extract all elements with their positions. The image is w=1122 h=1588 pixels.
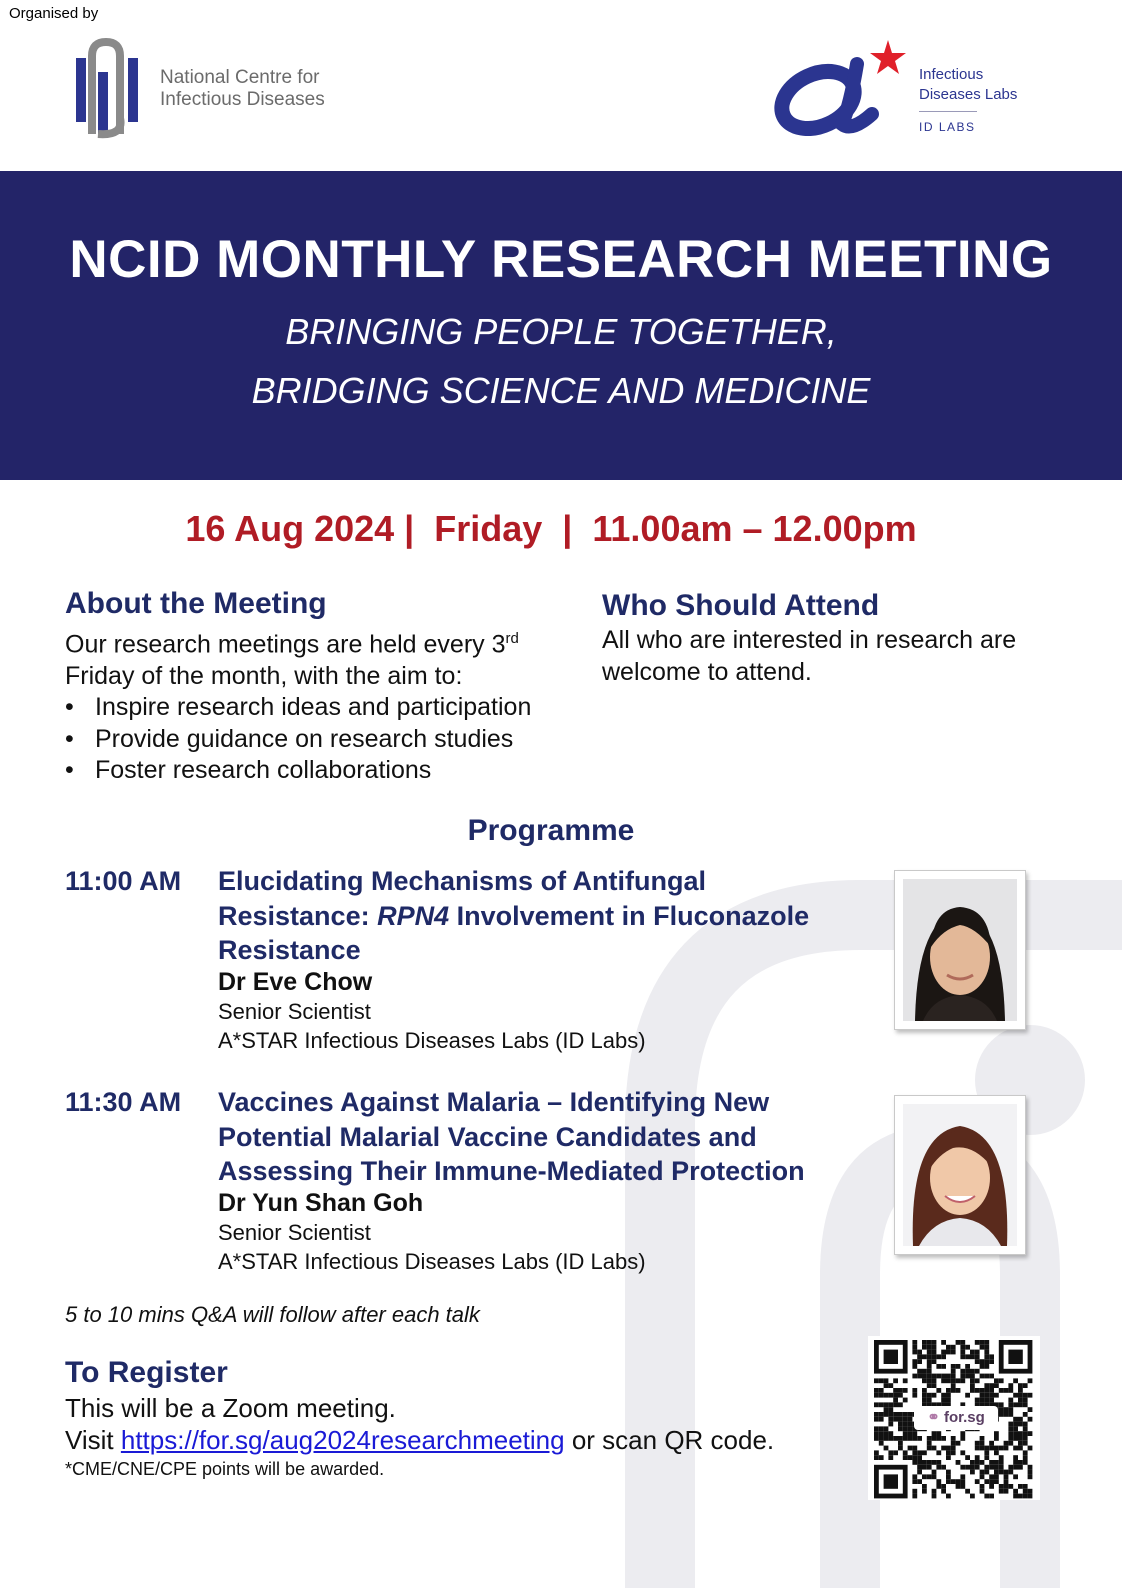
speaker-org: A*STAR Infectious Diseases Labs (ID Labs) [218, 1027, 646, 1053]
event-day: Friday [434, 508, 543, 549]
about-text-line1 [65, 623, 585, 661]
who-section [602, 625, 1062, 688]
about-bullet-list [65, 692, 585, 787]
registration-link[interactable]: https://for.sg/aug2024researchmeeting [120, 1425, 565, 1455]
about-section [65, 623, 585, 787]
who-line1: All who are interested in research are [602, 626, 1017, 654]
talk-title [218, 864, 878, 968]
idlabs-line1: Infectious [919, 66, 984, 83]
about-text: Our research meetings are held every 3 [65, 630, 506, 659]
talk-title-line1: Vaccines Against Malaria – Identifying New [218, 1087, 770, 1117]
register-zoom-line: This will be a Zoom meeting. [65, 1393, 396, 1423]
talk-title [218, 1085, 878, 1189]
speaker-photo-image [903, 879, 1017, 1021]
qa-note: 5 to 10 mins Q&A will follow after each talk [65, 1302, 480, 1327]
who-line2: welcome to attend. [602, 657, 812, 686]
idlabs-divider [919, 111, 977, 112]
speaker-photo [894, 870, 1026, 1030]
idlabs-logo-text [919, 65, 1017, 105]
talk-title-line2: Potential Malarial Vaccine Candidates and [218, 1121, 757, 1152]
idlabs-small-label: ID LABS [919, 120, 976, 134]
about-bullet: • Provide guidance on research studies [65, 724, 585, 756]
ncid-logo-text [160, 67, 325, 111]
talk-time: 11:30 AM [65, 1087, 182, 1117]
event-time: 11.00am – 12.00pm [592, 508, 917, 549]
talk-block [218, 1085, 878, 1276]
idlabs-line2: Diseases Labs [919, 86, 1018, 103]
link-chain-icon: ⚭ [927, 1409, 940, 1426]
register-visit-prefix: Visit [65, 1425, 121, 1455]
about-sup: rd [505, 630, 519, 647]
cme-note: *CME/CNE/CPE points will be awarded. [65, 1459, 385, 1479]
speaker-org: A*STAR Infectious Diseases Labs (ID Labs) [218, 1248, 646, 1274]
about-bullet: • Inspire research ideas and participation [65, 692, 585, 724]
speaker-name: Dr Yun Shan Goh [218, 1188, 424, 1217]
astar-logo-icon [772, 36, 922, 136]
banner-subtitle-line1: BRINGING PEOPLE TOGETHER, [285, 311, 837, 352]
who-heading: Who Should Attend [602, 589, 880, 622]
talk-title-line2-post: Involvement in Fluconazole [449, 900, 810, 931]
about-heading: About the Meeting [65, 587, 327, 620]
talk-title-line1: Elucidating Mechanisms of Antifungal [218, 866, 707, 896]
page-title: NCID MONTHLY RESEARCH MEETING [69, 230, 1053, 289]
ncid-logo-line2: Infectious Diseases [160, 89, 325, 110]
talk-block [218, 864, 878, 1055]
organised-by-label: Organised by [9, 5, 99, 22]
speaker-photo [894, 1095, 1026, 1255]
talk-time: 11:00 AM [65, 866, 182, 896]
talk-title-line2-pre: Resistance: [218, 900, 378, 931]
speaker-photo-image [903, 1104, 1017, 1246]
qr-code[interactable] [868, 1336, 1040, 1500]
talk-title-line3: Resistance [218, 935, 361, 965]
register-visit-suffix: or scan QR code. [564, 1425, 775, 1455]
register-visit-line [65, 1425, 774, 1456]
portrait-icon [903, 879, 1017, 1021]
event-date: 16 Aug 2024 [185, 508, 395, 549]
talk-title-line3: Assessing Their Immune-Mediated Protection [218, 1156, 805, 1186]
ncid-logo-line1: National Centre for [160, 67, 320, 88]
speaker-name: Dr Eve Chow [218, 967, 373, 996]
event-datetime: 16 Aug 2024 | Friday | 11.00am – 12.00pm [185, 508, 917, 549]
about-text-line2: Friday of the month, with the aim to: [65, 661, 463, 690]
speaker-role: Senior Scientist [218, 998, 371, 1024]
qr-center-label [914, 1406, 998, 1430]
banner-subtitle-line2: BRIDGING SCIENCE AND MEDICINE [251, 370, 871, 411]
portrait-icon [903, 1104, 1017, 1246]
programme-heading: Programme [467, 814, 635, 847]
speaker-role: Senior Scientist [218, 1219, 371, 1245]
ncid-logo-icon [74, 38, 144, 142]
register-heading: To Register [65, 1356, 228, 1389]
talk-title-line2 [218, 899, 878, 934]
talk-title-gene: RPN4 [377, 900, 450, 931]
about-bullet: • Foster research collaborations [65, 755, 585, 787]
qr-label: for.sg [943, 1409, 985, 1426]
